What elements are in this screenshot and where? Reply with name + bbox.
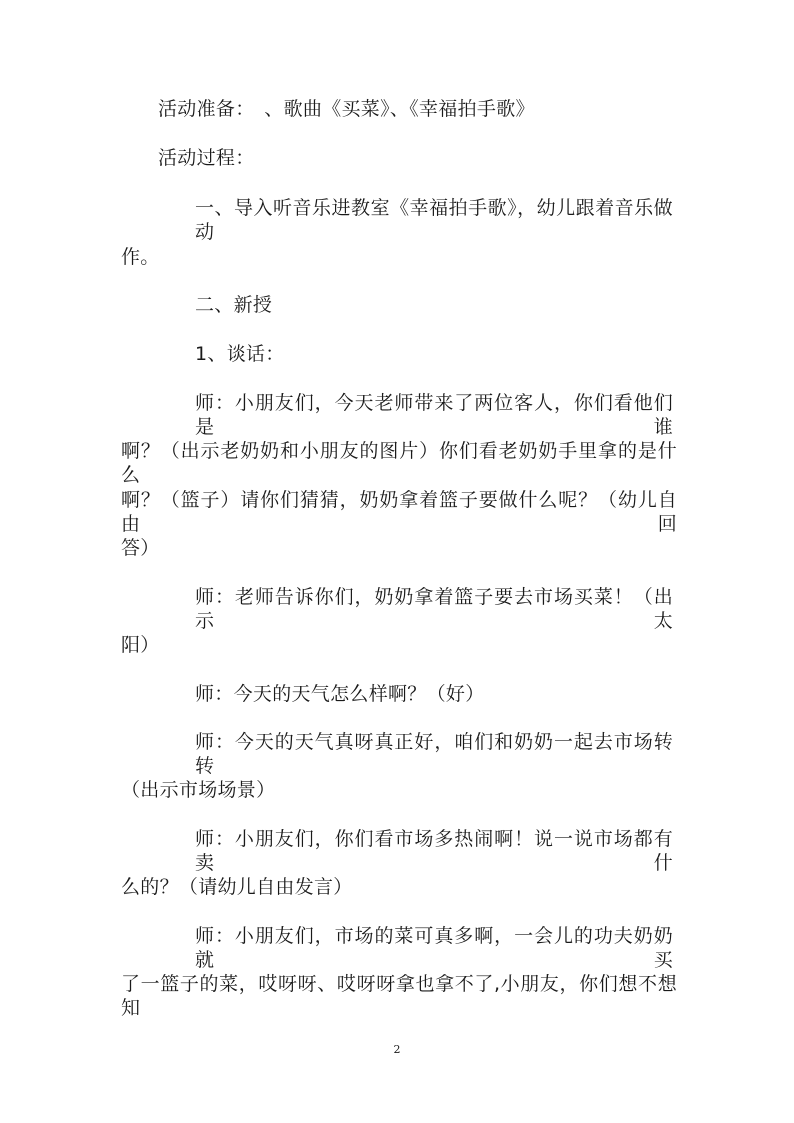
dialogue-1-line-4: 答）	[121, 537, 160, 559]
dialogue-1-line-3: 啊？（篮子）请你们猜猜，奶奶拿着篮子要做什么呢？（幼儿自由回	[121, 489, 677, 535]
dialogue-6-line-2: 了一篮子的菜，哎呀呀、哎呀呀拿也拿不了,小朋友，你们想不想知	[121, 973, 677, 1019]
page-number: 2	[393, 1043, 401, 1056]
paragraph-intro-line-1: 一、导入听音乐进教室《幸福拍手歌》，幼儿跟着音乐做动	[195, 197, 673, 243]
dialogue-1-line-2: 啊？（出示老奶奶和小朋友的图片）你们看老奶奶手里拿的是什么	[121, 440, 677, 486]
activity-process-heading: 活动过程：	[158, 147, 255, 169]
dialogue-5-line-1: 师：小朋友们，你们看市场多热闹啊！说一说市场都有卖什	[195, 828, 673, 874]
dialogue-1-line-1: 师：小朋友们，今天老师带来了两位客人，你们看他们是谁	[195, 392, 673, 438]
dialogue-4-line-1: 师：今天的天气真呀真正好，咱们和奶奶一起去市场转转	[195, 731, 673, 777]
dialogue-3-line-1: 师：今天的天气怎么样啊？（好）	[195, 683, 485, 705]
subsection-conversation-heading: 1、谈话：	[195, 343, 285, 365]
paragraph-intro-line-2: 作。	[121, 246, 160, 268]
dialogue-6-line-1: 师：小朋友们，市场的菜可真多啊，一会儿的功夫奶奶就买	[195, 925, 673, 971]
activity-preparation: 活动准备： 、歌曲《买菜》、《幸福拍手歌》	[158, 98, 535, 120]
dialogue-5-line-2: 么的？（请幼儿自由发言）	[121, 876, 353, 898]
dialogue-4-line-2: （出示市场场景）	[121, 779, 276, 801]
dialogue-2-line-1: 师：老师告诉你们，奶奶拿着篮子要去市场买菜！（出示太	[195, 586, 673, 632]
section-new-lesson-heading: 二、新授	[195, 294, 273, 316]
dialogue-2-line-2: 阳）	[121, 634, 160, 656]
